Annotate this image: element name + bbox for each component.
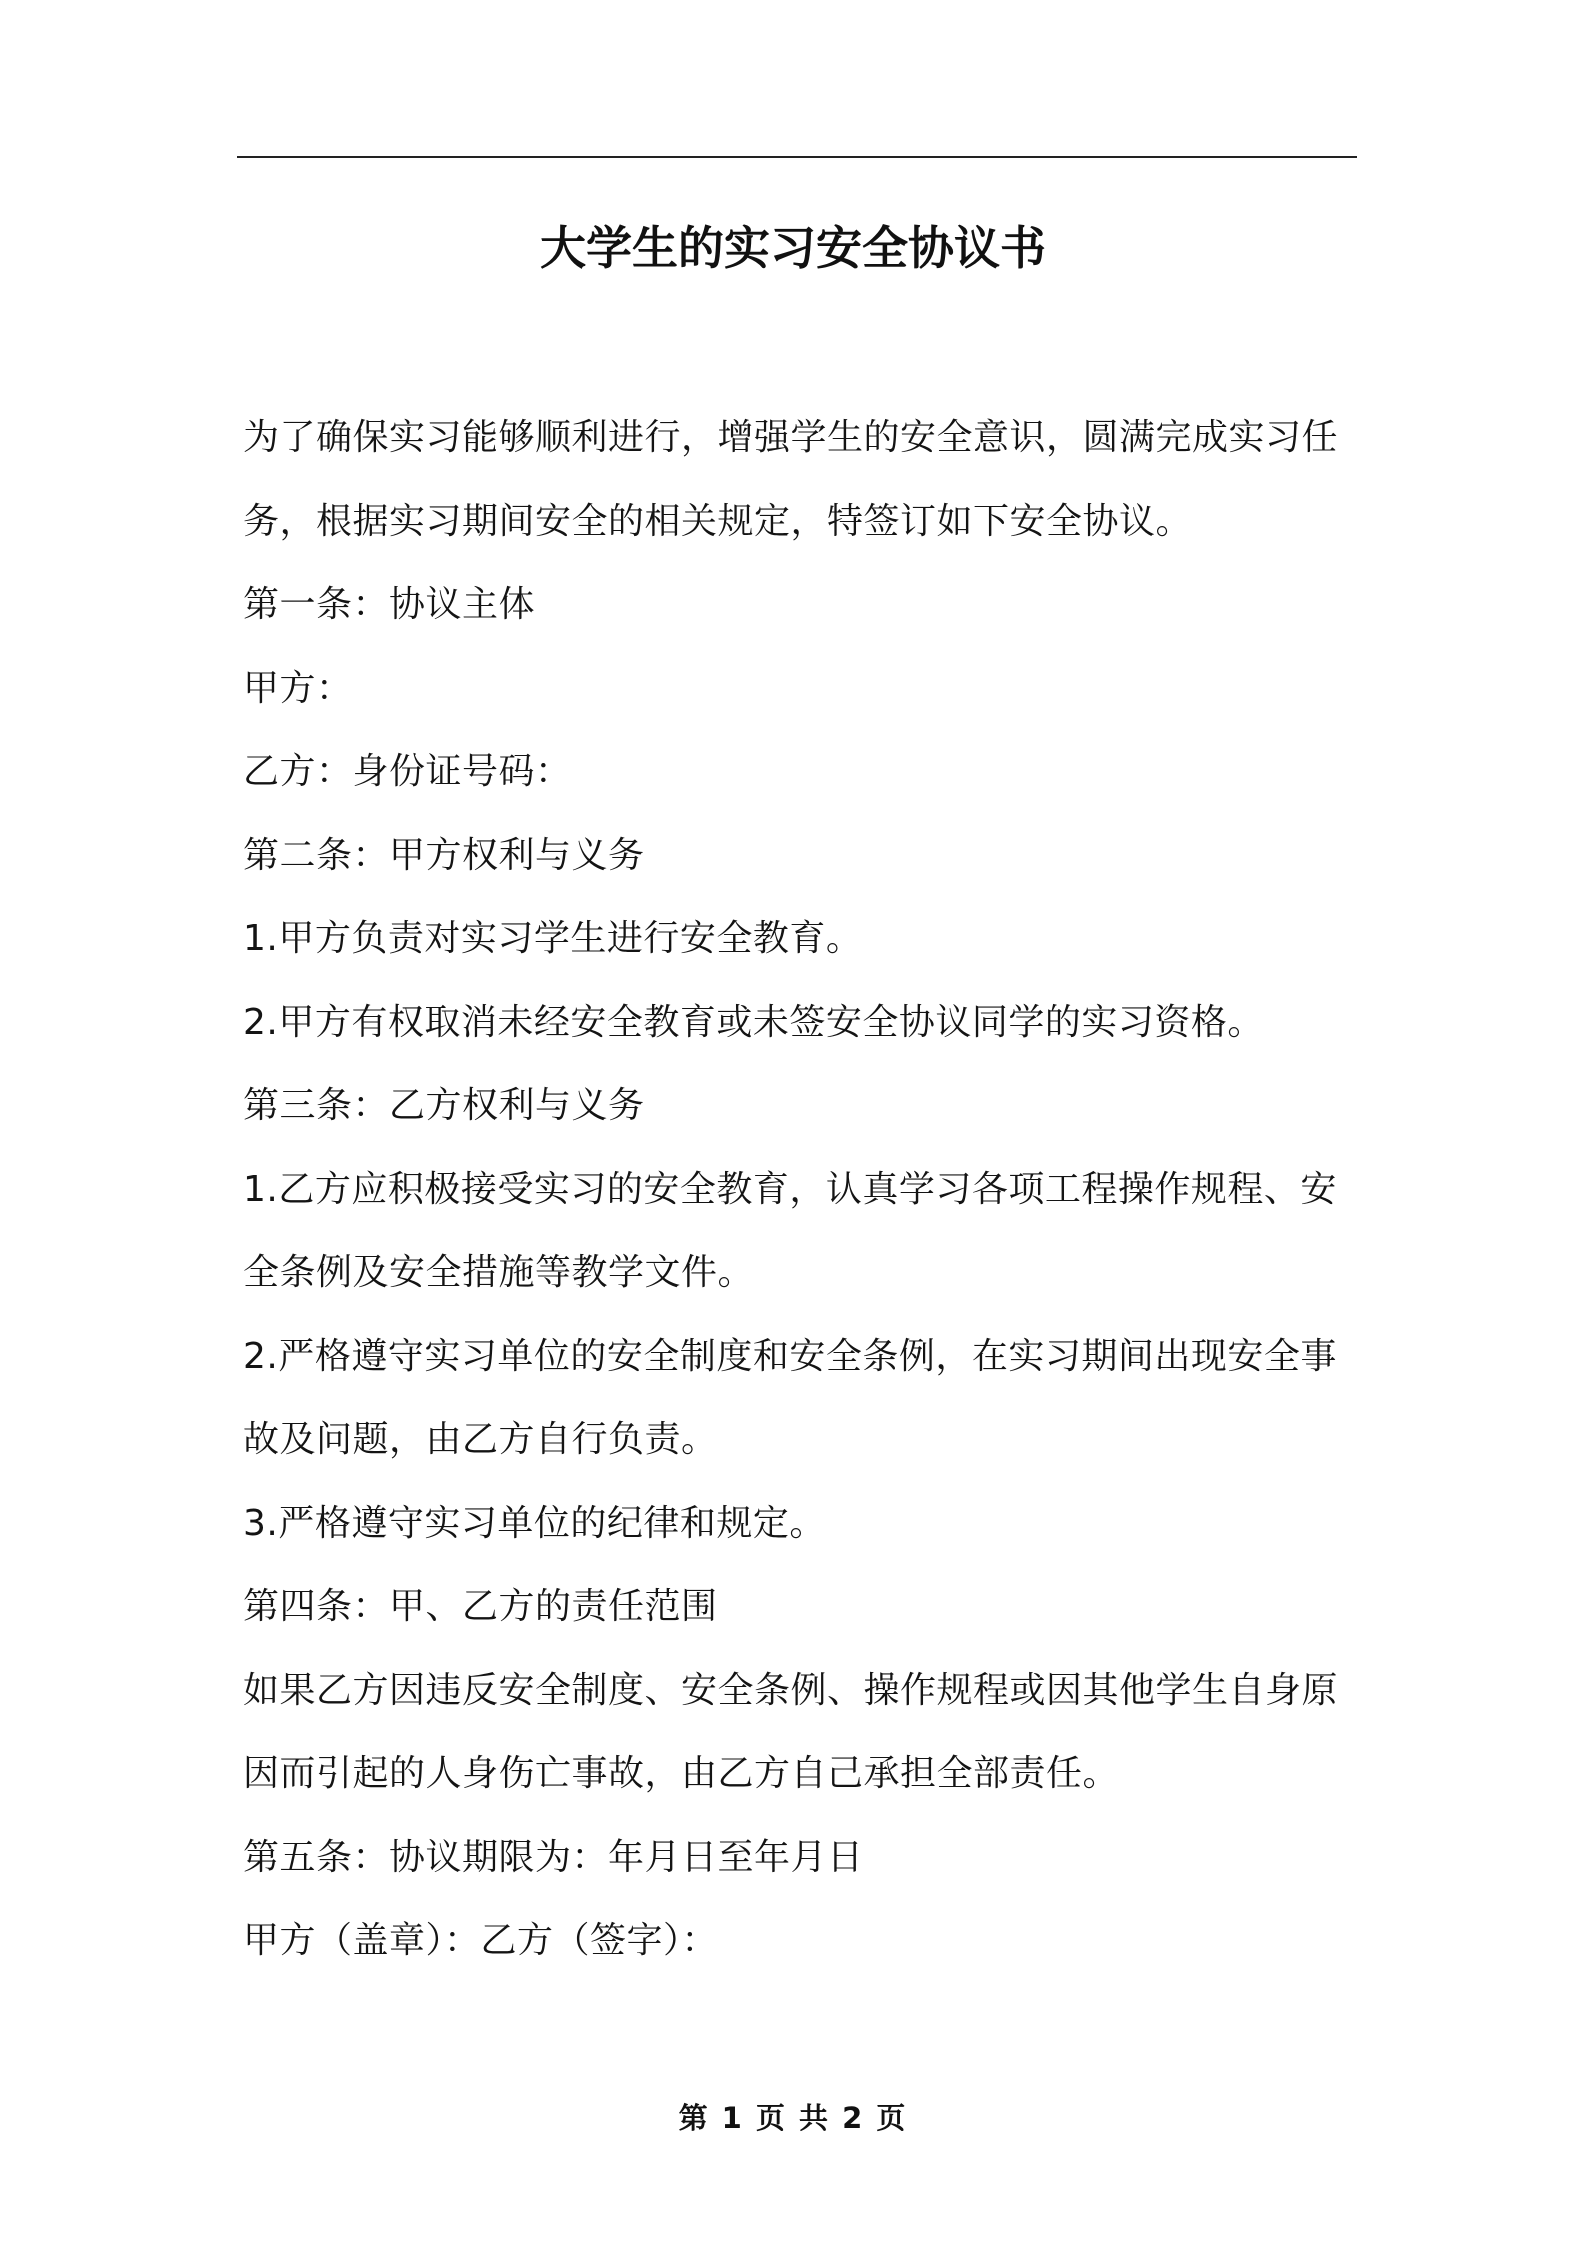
party-a-line: 甲方： [243,667,353,709]
article-3-item-2-line-1: 2.严格遵守实习单位的安全制度和安全条例，在实习期间出现安全事 [243,1335,1337,1377]
article-2-heading: 第二条：甲方权利与义务 [243,834,645,876]
article-2-item-1: 1.甲方负责对实习学生进行安全教育。 [243,918,863,959]
article-4-text-line-2: 因而引起的人身伤亡事故，由乙方自己承担全部责任。 [243,1753,1120,1794]
article-4-text-line-1: 如果乙方因违反安全制度、安全条例、操作规程或因其他学生自身原 [243,1669,1339,1711]
document-body [243,408,1359,1995]
article-4-heading: 第四条：甲、乙方的责任范围 [243,1586,718,1627]
body-line-intro-2: 务，根据实习期间安全的相关规定，特签订如下安全协议。 [243,500,1193,542]
header-rule [237,156,1357,158]
article-3-item-2-line-2: 故及问题，由乙方自行负责。 [243,1419,718,1460]
document-title: 大学生的实习安全协议书 [540,221,1046,275]
article-5-heading: 第五条：协议期限为：年月日至年月日 [243,1836,864,1878]
article-3-item-1-line-2: 全条例及安全措施等教学文件。 [243,1252,755,1293]
signature-line: 甲方（盖章）：乙方（签字）： [243,1920,719,1961]
article-1-heading: 第一条：协议主体 [243,584,536,625]
body-line-intro-1: 为了确保实习能够顺利进行，增强学生的安全意识，圆满完成实习任 [243,417,1339,458]
article-3-item-1-line-1: 1.乙方应积极接受实习的安全教育，认真学习各项工程操作规程、安 [243,1168,1337,1210]
article-3-item-3: 3.严格遵守实习单位的纪律和规定。 [243,1502,826,1544]
page-number-footer: 第 1 页 共 2 页 [678,2101,908,2135]
party-b-line: 乙方：身份证号码： [243,751,572,792]
article-3-heading: 第三条：乙方权利与义务 [243,1085,645,1126]
article-2-item-2: 2.甲方有权取消未经安全教育或未签安全协议同学的实习资格。 [243,1001,1264,1043]
